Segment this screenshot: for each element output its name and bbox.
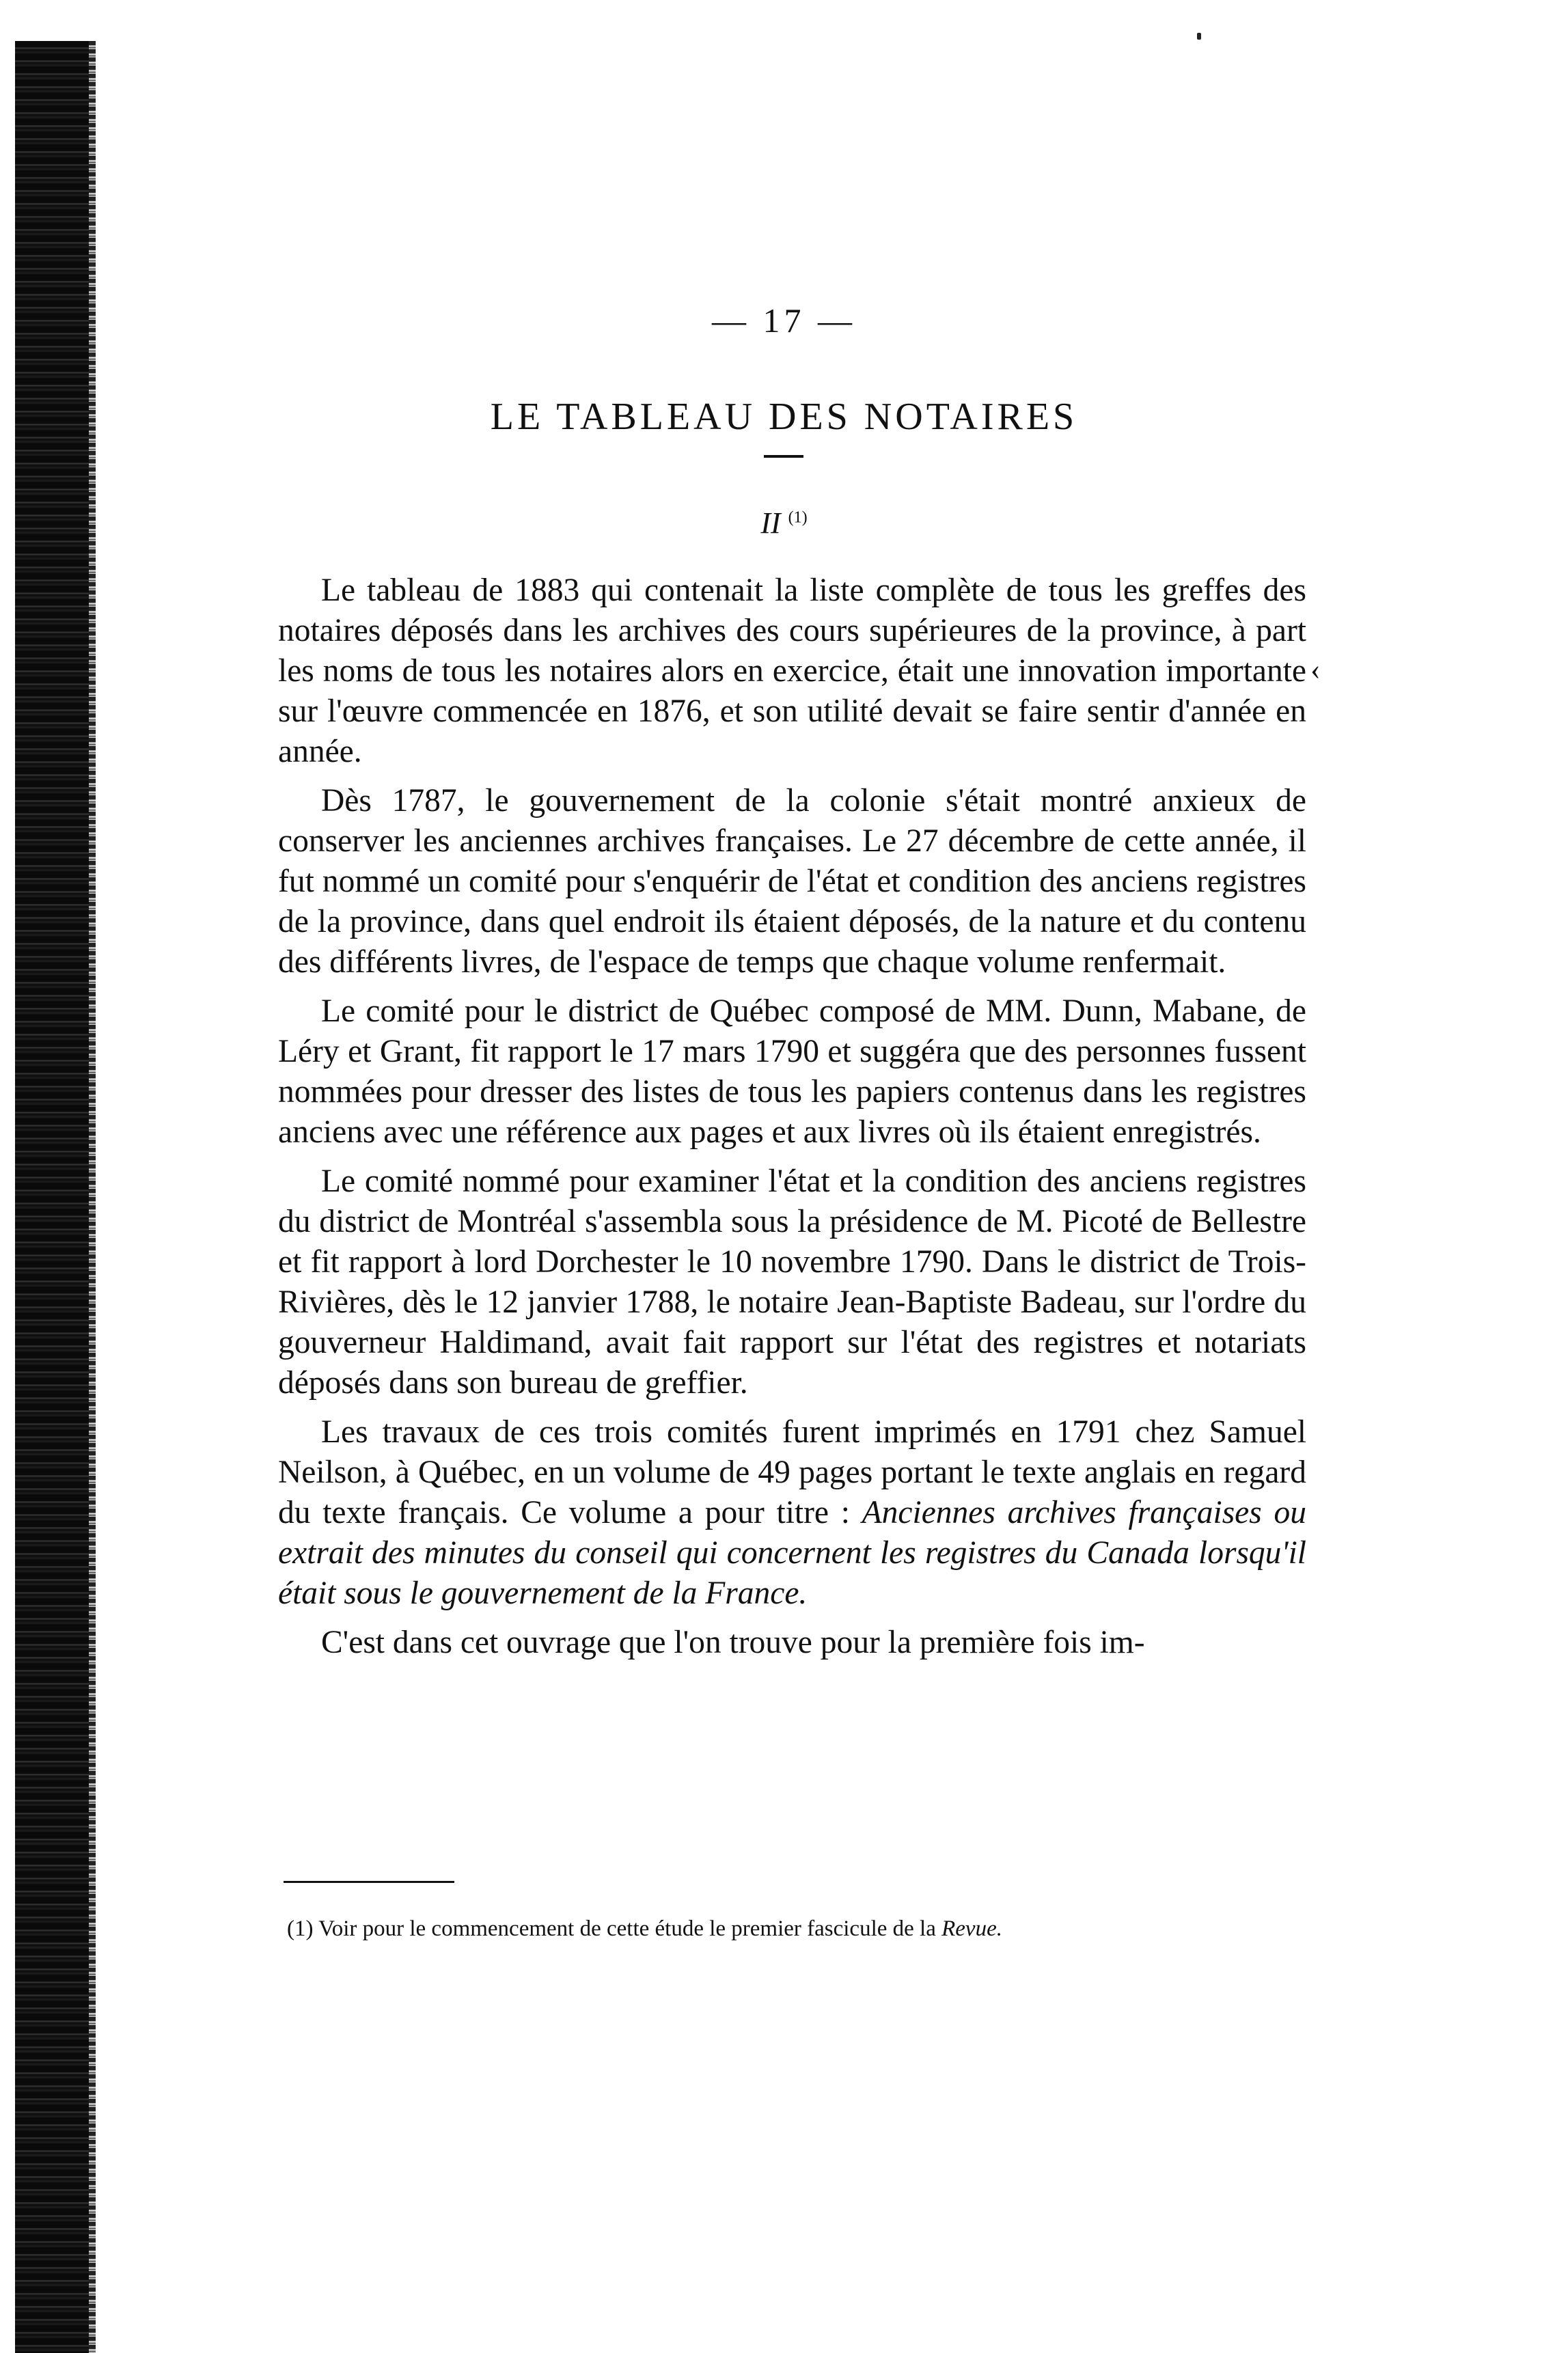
paragraph: Le comité nommé pour examiner l'état et la condition des anciens registres du district de Montréal s'assembla sous la présidence de M. Picoté de Bellestre et fit rapport à lord Dorchester le 10 novembre 1790. Dans le district de Trois-Rivières, dès le 12 janvier 1788, le notaire Jean-Baptiste Badeau, sur l'ordre du gouverneur Haldimand, avait fait rapport sur l'état des registres et notariats déposés dans son bureau de greffier. [278, 1164, 1306, 1401]
paragraph: Dès 1787, le gouvernement de la colonie s'était montré anxieux de conserver les anciennes archives françaises. Le 27 décembre de cette année, il fut nommé un comité pour s'enquérir de l'état et condition des anciens registres de la province, dans quel endroit ils étaient déposés, de la nature et du contenu des différents livres, de l'espace de temps que chaque volume renfermait. [278, 783, 1306, 980]
footnote-rule [284, 1881, 454, 1883]
title-rule [764, 455, 803, 458]
chapter-title: LE TABLEAU DES NOTAIRES [490, 395, 1078, 438]
paragraph-text: Les travaux de ces trois comités furent imprimés en 1791 chez Samuel Neilson, à Québec, en un volume de 49 pages portant le texte anglais en regard du texte français. Ce volume a pour titre : [278, 1414, 1306, 1530]
print-speck [1197, 33, 1201, 40]
book-title: Anciennes archives françaises ou extrait des minutes du conseil qui concernent les registres du Canada lorsqu'il était sous le gouvernement de la France. [278, 1495, 1306, 1611]
paragraph: Le comité pour le district de Québec composé de MM. Dunn, Mabane, de Léry et Grant, fit rapport le 17 mars 1790 et suggéra que des personnes fussent nommées pour dresser des listes de tous les papiers contenus dans les registres anciens avec une référence aux pages et aux livres où ils étaient enregistrés. [278, 993, 1306, 1150]
body-text [278, 570, 1306, 1672]
section-heading [0, 506, 1568, 540]
margin-mark: ‹ [1310, 652, 1321, 686]
footnote [287, 1915, 1298, 1942]
footnote-journal: Revue. [941, 1916, 1002, 1941]
paragraph: C'est dans cet ouvrage que l'on trouve pour la première fois im- [321, 1625, 1145, 1660]
page-number: — 17 — [712, 301, 856, 340]
book-spine-edge [15, 41, 92, 2353]
paragraph: Le tableau de 1883 qui contenait la liste complète de tous les greffes des notaires déposés dans les archives des cours supérieures de la province, à part les noms de tous les notaires alors en exercice, était une innovation importante sur l'œuvre commencée en 1876, et son utilité devait se faire sentir d'année en année. [278, 573, 1306, 769]
footnote-marker: (1) [788, 508, 808, 527]
section-number: II [760, 506, 781, 540]
footnote-text: (1) Voir pour le commencement de cette étude le premier fascicule de la [287, 1916, 942, 1941]
paragraph [278, 1412, 1306, 1614]
